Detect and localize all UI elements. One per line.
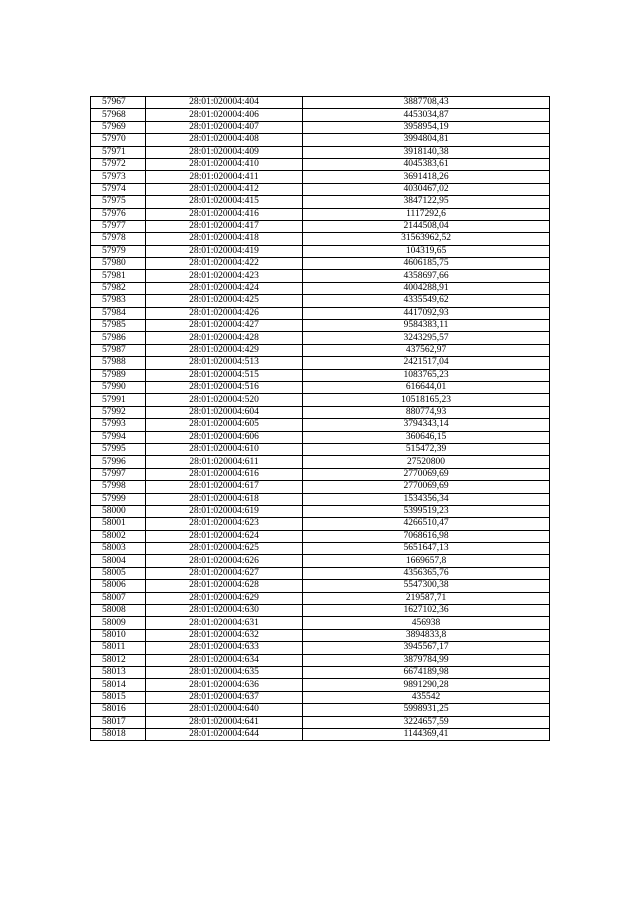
row-number-cell: 58001 (91, 518, 146, 530)
cadastral-value-cell: 1669657,8 (303, 555, 550, 567)
row-number-cell: 57980 (91, 258, 146, 270)
cadastral-number-cell: 28:01:020004:423 (146, 270, 303, 282)
cadastral-value-cell: 880774,93 (303, 406, 550, 418)
cadastral-number-cell: 28:01:020004:625 (146, 543, 303, 555)
table-row (91, 580, 550, 592)
table-row (91, 728, 550, 740)
table-row (91, 270, 550, 282)
cadastral-value-cell: 7068616,98 (303, 530, 550, 542)
row-number-cell: 57972 (91, 158, 146, 170)
table-row (91, 282, 550, 294)
row-number-cell: 57982 (91, 282, 146, 294)
row-number-cell: 57975 (91, 196, 146, 208)
cadastral-number-cell: 28:01:020004:605 (146, 419, 303, 431)
table-row (91, 481, 550, 493)
table-row (91, 357, 550, 369)
table-row (91, 443, 550, 455)
cadastral-number-cell: 28:01:020004:409 (146, 146, 303, 158)
table-row (91, 505, 550, 517)
cadastral-value-cell: 3243295,57 (303, 332, 550, 344)
cadastral-value-cell: 2421517,04 (303, 357, 550, 369)
cadastral-value-cell: 1083765,23 (303, 369, 550, 381)
table-row (91, 456, 550, 468)
table-row (91, 518, 550, 530)
cadastral-value-cell: 31563962,52 (303, 233, 550, 245)
cadastral-number-cell: 28:01:020004:636 (146, 679, 303, 691)
table-row (91, 258, 550, 270)
cadastral-number-cell: 28:01:020004:426 (146, 307, 303, 319)
cadastral-number-cell: 28:01:020004:617 (146, 481, 303, 493)
table-row (91, 679, 550, 691)
cadastral-value-cell: 435542 (303, 691, 550, 703)
row-number-cell: 58018 (91, 728, 146, 740)
row-number-cell: 57974 (91, 183, 146, 195)
row-number-cell: 57983 (91, 295, 146, 307)
cadastral-value-cell: 1534356,34 (303, 493, 550, 505)
cadastral-value-cell: 10518165,23 (303, 394, 550, 406)
table-row (91, 134, 550, 146)
cadastral-value-cell: 4358697,66 (303, 270, 550, 282)
table-row (91, 344, 550, 356)
cadastral-value-cell: 2770069,69 (303, 468, 550, 480)
table-body (91, 97, 550, 741)
row-number-cell: 57992 (91, 406, 146, 418)
table-row (91, 332, 550, 344)
table-row (91, 629, 550, 641)
cadastral-number-cell: 28:01:020004:619 (146, 505, 303, 517)
row-number-cell: 57981 (91, 270, 146, 282)
cadastral-value-cell: 4045383,61 (303, 158, 550, 170)
cadastral-number-cell: 28:01:020004:416 (146, 208, 303, 220)
table-row (91, 716, 550, 728)
table-row (91, 654, 550, 666)
row-number-cell: 58009 (91, 617, 146, 629)
cadastral-number-cell: 28:01:020004:623 (146, 518, 303, 530)
cadastral-value-cell: 3958954,19 (303, 121, 550, 133)
cadastral-value-cell: 3224657,59 (303, 716, 550, 728)
row-number-cell: 58015 (91, 691, 146, 703)
table-row (91, 295, 550, 307)
table-row (91, 220, 550, 232)
row-number-cell: 58008 (91, 605, 146, 617)
table-row (91, 307, 550, 319)
cadastral-value-cell: 4004288,91 (303, 282, 550, 294)
table-row (91, 617, 550, 629)
cadastral-number-cell: 28:01:020004:640 (146, 704, 303, 716)
cadastral-value-cell: 104319,65 (303, 245, 550, 257)
cadastral-number-cell: 28:01:020004:408 (146, 134, 303, 146)
cadastral-value-cell: 6674189,98 (303, 666, 550, 678)
row-number-cell: 58002 (91, 530, 146, 542)
cadastral-value-cell: 3887708,43 (303, 97, 550, 109)
table-row (91, 109, 550, 121)
row-number-cell: 57970 (91, 134, 146, 146)
cadastral-value-cell: 5651647,13 (303, 543, 550, 555)
row-number-cell: 58010 (91, 629, 146, 641)
table-row (91, 233, 550, 245)
cadastral-number-cell: 28:01:020004:618 (146, 493, 303, 505)
row-number-cell: 58006 (91, 580, 146, 592)
cadastral-number-cell: 28:01:020004:635 (146, 666, 303, 678)
cadastral-number-cell: 28:01:020004:627 (146, 567, 303, 579)
cadastral-value-cell: 3994804,81 (303, 134, 550, 146)
cadastral-number-cell: 28:01:020004:427 (146, 320, 303, 332)
cadastral-number-cell: 28:01:020004:637 (146, 691, 303, 703)
cadastral-number-cell: 28:01:020004:406 (146, 109, 303, 121)
cadastral-number-cell: 28:01:020004:606 (146, 431, 303, 443)
cadastral-value-cell: 3879784,99 (303, 654, 550, 666)
cadastral-number-cell: 28:01:020004:515 (146, 369, 303, 381)
row-number-cell: 58007 (91, 592, 146, 604)
cadastral-number-cell: 28:01:020004:631 (146, 617, 303, 629)
row-number-cell: 57996 (91, 456, 146, 468)
row-number-cell: 57979 (91, 245, 146, 257)
cadastral-number-cell: 28:01:020004:424 (146, 282, 303, 294)
cadastral-value-cell: 515472,39 (303, 443, 550, 455)
row-number-cell: 57968 (91, 109, 146, 121)
table-row (91, 121, 550, 133)
table-row (91, 666, 550, 678)
cadastral-number-cell: 28:01:020004:425 (146, 295, 303, 307)
cadastral-value-cell: 3847122,95 (303, 196, 550, 208)
table-row (91, 642, 550, 654)
table-row (91, 158, 550, 170)
row-number-cell: 58014 (91, 679, 146, 691)
cadastral-value-cell: 5547300,38 (303, 580, 550, 592)
cadastral-number-cell: 28:01:020004:411 (146, 171, 303, 183)
row-number-cell: 58016 (91, 704, 146, 716)
cadastral-value-table (90, 96, 550, 741)
cadastral-value-cell: 3691418,26 (303, 171, 550, 183)
table-row (91, 369, 550, 381)
row-number-cell: 57997 (91, 468, 146, 480)
table-row (91, 592, 550, 604)
table-row (91, 245, 550, 257)
row-number-cell: 57999 (91, 493, 146, 505)
cadastral-number-cell: 28:01:020004:644 (146, 728, 303, 740)
cadastral-number-cell: 28:01:020004:616 (146, 468, 303, 480)
cadastral-value-cell: 9891290,28 (303, 679, 550, 691)
cadastral-number-cell: 28:01:020004:610 (146, 443, 303, 455)
cadastral-value-cell: 1144369,41 (303, 728, 550, 740)
table-row (91, 567, 550, 579)
row-number-cell: 57988 (91, 357, 146, 369)
cadastral-number-cell: 28:01:020004:628 (146, 580, 303, 592)
table-row (91, 605, 550, 617)
cadastral-number-cell: 28:01:020004:520 (146, 394, 303, 406)
cadastral-value-cell: 1117292,6 (303, 208, 550, 220)
row-number-cell: 58004 (91, 555, 146, 567)
cadastral-value-cell: 3945567,17 (303, 642, 550, 654)
table-row (91, 394, 550, 406)
cadastral-number-cell: 28:01:020004:513 (146, 357, 303, 369)
cadastral-value-cell: 437562,97 (303, 344, 550, 356)
cadastral-number-cell: 28:01:020004:633 (146, 642, 303, 654)
row-number-cell: 58011 (91, 642, 146, 654)
cadastral-value-cell: 2144508,04 (303, 220, 550, 232)
cadastral-number-cell: 28:01:020004:632 (146, 629, 303, 641)
cadastral-number-cell: 28:01:020004:428 (146, 332, 303, 344)
row-number-cell: 58017 (91, 716, 146, 728)
cadastral-number-cell: 28:01:020004:624 (146, 530, 303, 542)
cadastral-number-cell: 28:01:020004:626 (146, 555, 303, 567)
cadastral-number-cell: 28:01:020004:604 (146, 406, 303, 418)
cadastral-value-cell: 5998931,25 (303, 704, 550, 716)
cadastral-number-cell: 28:01:020004:634 (146, 654, 303, 666)
cadastral-value-cell: 456938 (303, 617, 550, 629)
table-row (91, 691, 550, 703)
cadastral-value-cell: 4417092,93 (303, 307, 550, 319)
cadastral-number-cell: 28:01:020004:429 (146, 344, 303, 356)
cadastral-number-cell: 28:01:020004:415 (146, 196, 303, 208)
cadastral-number-cell: 28:01:020004:412 (146, 183, 303, 195)
row-number-cell: 57990 (91, 381, 146, 393)
cadastral-number-cell: 28:01:020004:417 (146, 220, 303, 232)
cadastral-number-cell: 28:01:020004:410 (146, 158, 303, 170)
cadastral-value-cell: 1627102,36 (303, 605, 550, 617)
cadastral-value-cell: 219587,71 (303, 592, 550, 604)
row-number-cell: 58013 (91, 666, 146, 678)
cadastral-value-cell: 3894833,8 (303, 629, 550, 641)
cadastral-number-cell: 28:01:020004:404 (146, 97, 303, 109)
cadastral-number-cell: 28:01:020004:630 (146, 605, 303, 617)
row-number-cell: 57976 (91, 208, 146, 220)
cadastral-number-cell: 28:01:020004:516 (146, 381, 303, 393)
row-number-cell: 57995 (91, 443, 146, 455)
cadastral-number-cell: 28:01:020004:629 (146, 592, 303, 604)
cadastral-value-cell: 3918140,38 (303, 146, 550, 158)
table-row (91, 431, 550, 443)
row-number-cell: 57977 (91, 220, 146, 232)
row-number-cell: 57971 (91, 146, 146, 158)
cadastral-value-cell: 27520800 (303, 456, 550, 468)
cadastral-value-cell: 5399519,23 (303, 505, 550, 517)
table-row (91, 555, 550, 567)
cadastral-value-cell: 616644,01 (303, 381, 550, 393)
cadastral-value-cell: 4335549,62 (303, 295, 550, 307)
table-row (91, 530, 550, 542)
table-row (91, 704, 550, 716)
cadastral-value-cell: 4030467,02 (303, 183, 550, 195)
table-row (91, 97, 550, 109)
table-row (91, 171, 550, 183)
cadastral-number-cell: 28:01:020004:641 (146, 716, 303, 728)
cadastral-value-cell: 360646,15 (303, 431, 550, 443)
table-row (91, 493, 550, 505)
row-number-cell: 58003 (91, 543, 146, 555)
cadastral-number-cell: 28:01:020004:611 (146, 456, 303, 468)
row-number-cell: 57985 (91, 320, 146, 332)
cadastral-value-cell: 4606185,75 (303, 258, 550, 270)
table-row (91, 406, 550, 418)
table-row (91, 543, 550, 555)
cadastral-value-cell: 2770069,69 (303, 481, 550, 493)
cadastral-value-cell: 4356365,76 (303, 567, 550, 579)
row-number-cell: 57984 (91, 307, 146, 319)
row-number-cell: 57978 (91, 233, 146, 245)
row-number-cell: 57998 (91, 481, 146, 493)
cadastral-number-cell: 28:01:020004:418 (146, 233, 303, 245)
cadastral-value-cell: 9584383,11 (303, 320, 550, 332)
row-number-cell: 58012 (91, 654, 146, 666)
table-row (91, 208, 550, 220)
row-number-cell: 57989 (91, 369, 146, 381)
row-number-cell: 57987 (91, 344, 146, 356)
row-number-cell: 58005 (91, 567, 146, 579)
cadastral-value-cell: 4266510,47 (303, 518, 550, 530)
row-number-cell: 58000 (91, 505, 146, 517)
cadastral-number-cell: 28:01:020004:419 (146, 245, 303, 257)
table-row (91, 419, 550, 431)
row-number-cell: 57986 (91, 332, 146, 344)
table-row (91, 146, 550, 158)
cadastral-number-cell: 28:01:020004:422 (146, 258, 303, 270)
cadastral-value-cell: 4453034,87 (303, 109, 550, 121)
table-row (91, 468, 550, 480)
cadastral-value-cell: 3794343,14 (303, 419, 550, 431)
row-number-cell: 57969 (91, 121, 146, 133)
cadastral-number-cell: 28:01:020004:407 (146, 121, 303, 133)
row-number-cell: 57994 (91, 431, 146, 443)
table-row (91, 196, 550, 208)
row-number-cell: 57973 (91, 171, 146, 183)
row-number-cell: 57967 (91, 97, 146, 109)
table-row (91, 381, 550, 393)
table-row (91, 183, 550, 195)
row-number-cell: 57993 (91, 419, 146, 431)
row-number-cell: 57991 (91, 394, 146, 406)
table-row (91, 320, 550, 332)
